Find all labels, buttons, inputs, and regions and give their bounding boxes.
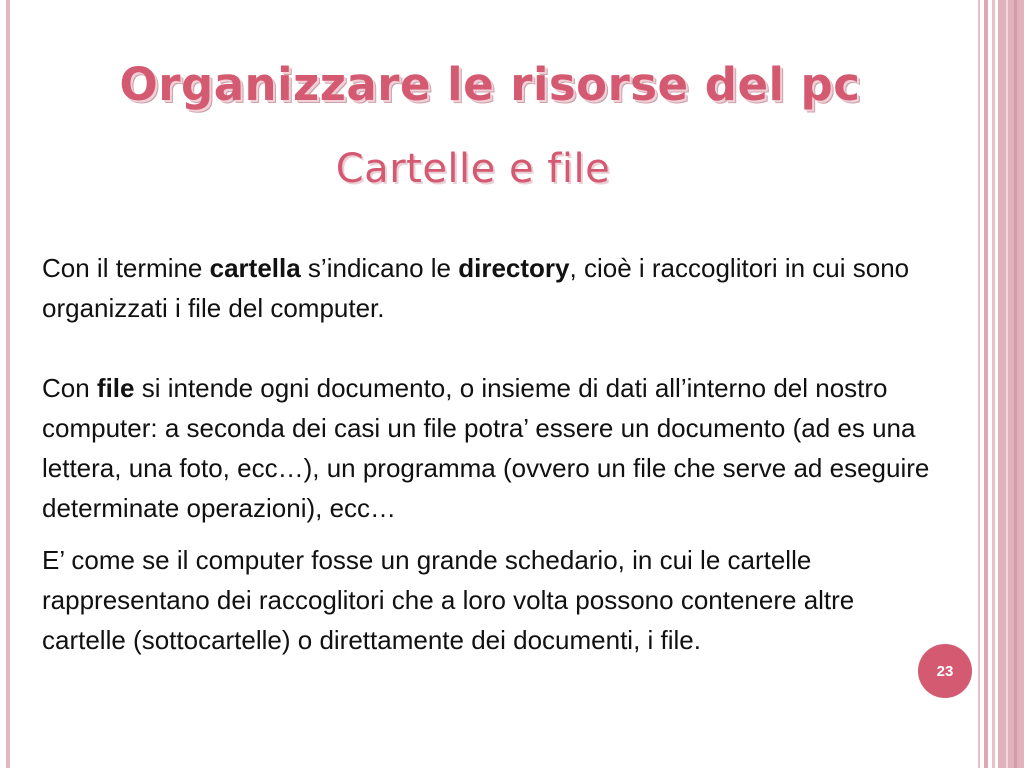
text: Con il termine: [42, 253, 210, 283]
slide-body: [42, 248, 942, 660]
stripe: [1006, 0, 1008, 768]
text: s’indicano le: [300, 253, 459, 283]
stripe: [1014, 0, 1017, 768]
paragraph-cartella: [42, 248, 942, 328]
stripe: [984, 0, 988, 768]
page-number-badge: 23: [918, 644, 972, 698]
stripe: [978, 0, 980, 768]
stripe: [992, 0, 995, 768]
spacer: [42, 328, 942, 368]
paragraph-file: [42, 368, 942, 528]
left-border-line: [6, 0, 10, 768]
text: , cioè i raccoglitori in cui sono organizzati i file del computer.: [42, 253, 910, 323]
paragraph-schedario: E’ come se il computer fosse un grande schedario, in cui le cartelle rappresentano dei raccoglitori che a loro volta possono contenere altre cartelle (sottocartelle) o direttamente dei documenti, i file.: [42, 545, 855, 655]
text: Con: [42, 373, 97, 403]
bold-term-directory: directory: [458, 253, 570, 283]
right-decorative-stripes: [976, 0, 1024, 768]
stripe: [998, 0, 1024, 768]
slide-title: Organizzare le risorse del pc: [119, 58, 861, 111]
bold-term-file: file: [96, 373, 135, 403]
spacer: [42, 528, 942, 540]
text: si intende ogni documento, o insieme di dati all’interno del nostro computer: a seconda dei casi un file potra’ essere un documento (ad es una lettera, una foto, ecc…), un programma (ovvero un file che serve ad eseguire determinate operazioni), ecc…: [42, 373, 930, 523]
slide-subtitle: Cartelle e file: [335, 146, 611, 192]
bold-term-cartella: cartella: [209, 253, 301, 283]
